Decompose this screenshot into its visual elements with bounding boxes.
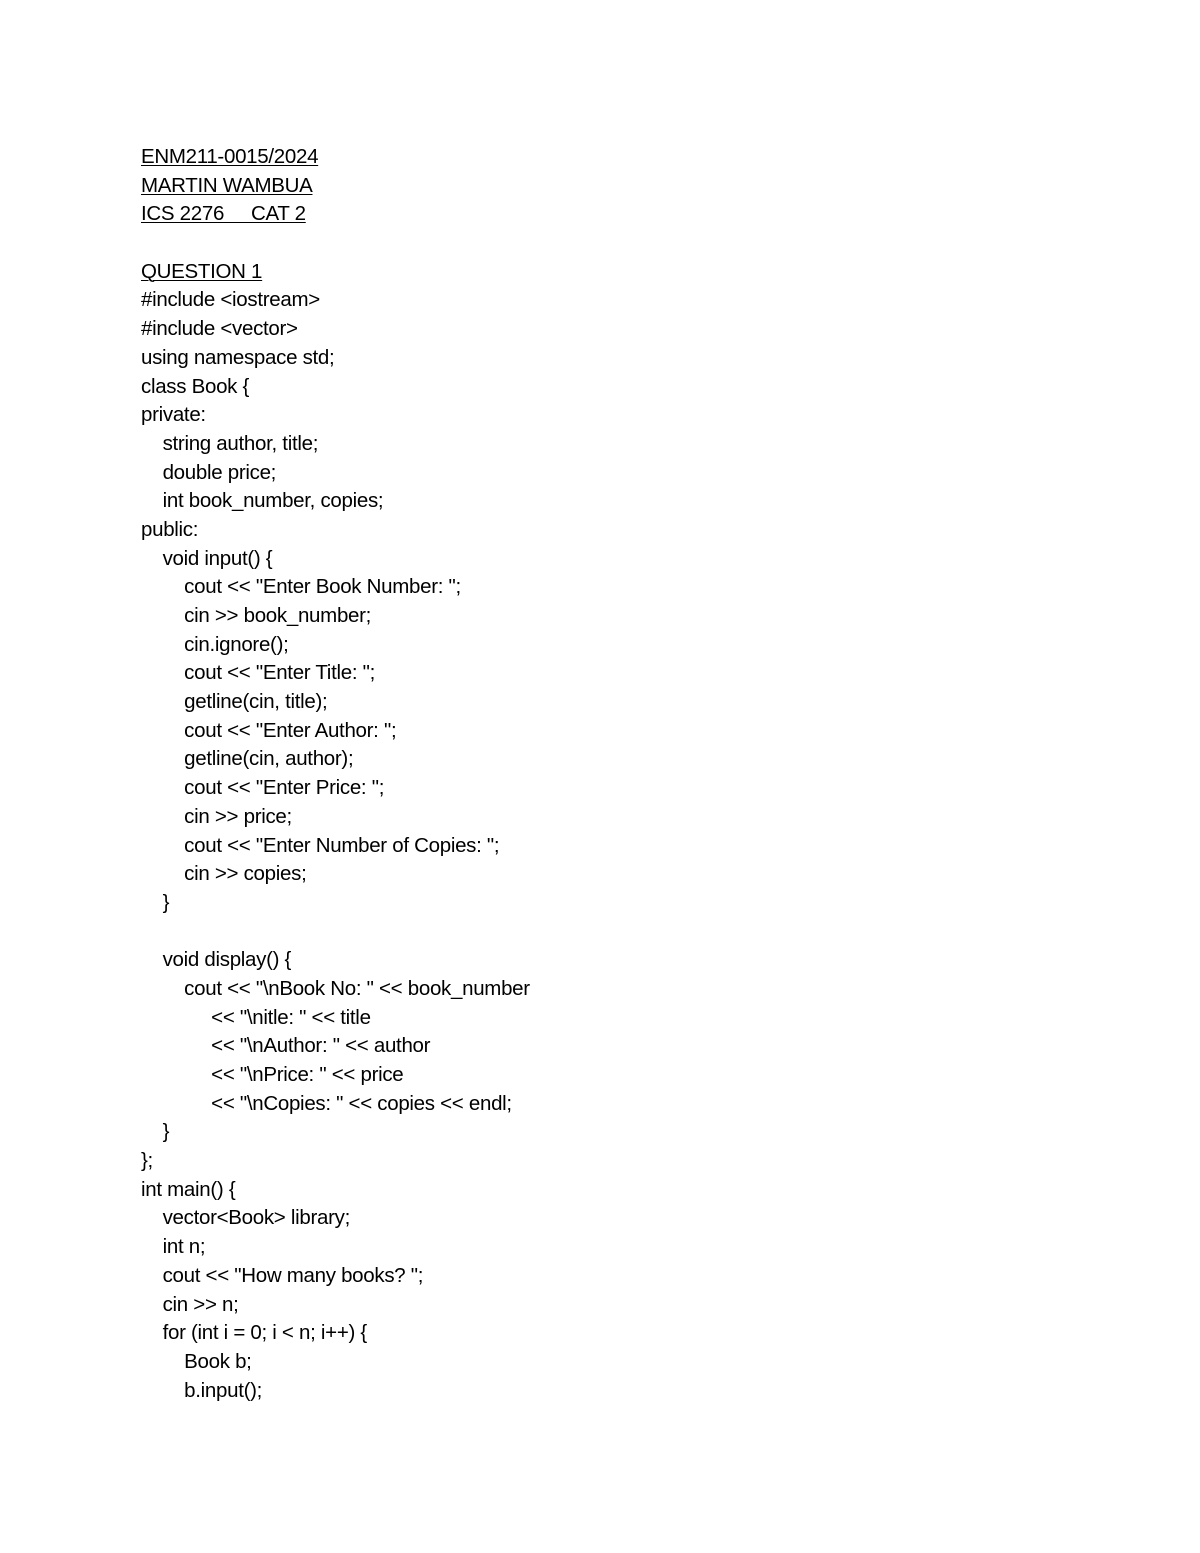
code-line: public: bbox=[141, 517, 199, 541]
code-line: cout << "Enter Number of Copies: "; bbox=[141, 833, 500, 857]
code-line: cout << "Enter Book Number: "; bbox=[141, 575, 461, 599]
code-line: vector<Book> library; bbox=[141, 1206, 350, 1230]
code-line: }; bbox=[141, 1149, 153, 1173]
code-line: string author, title; bbox=[141, 431, 319, 455]
registration-number: ENM211-0015/2024 bbox=[141, 145, 319, 168]
code-line: int n; bbox=[141, 1235, 206, 1259]
code-line: << "\nPrice: " << price bbox=[141, 1063, 404, 1086]
code-line: } bbox=[141, 890, 170, 914]
code-line: void input() { bbox=[141, 546, 273, 570]
code-line: getline(cin, title); bbox=[141, 690, 328, 714]
spacer bbox=[141, 229, 1141, 258]
course-code: ICS 2276 CAT 2 bbox=[141, 202, 306, 226]
code-line: int main() { bbox=[141, 1177, 236, 1201]
code-line: << "\nCopies: " << copies << endl; bbox=[141, 1091, 512, 1115]
code-line: cin >> copies; bbox=[141, 862, 307, 886]
code-line: cin >> book_number; bbox=[141, 604, 372, 627]
code-block bbox=[141, 286, 1141, 1405]
code-line: cout << "How many books? "; bbox=[141, 1263, 424, 1287]
code-line: using namespace std; bbox=[141, 345, 335, 369]
code-line: Book b; bbox=[141, 1349, 252, 1373]
code-line bbox=[141, 918, 1141, 947]
code-line: << "\nAuthor: " << author bbox=[141, 1034, 431, 1058]
code-line: cin >> price; bbox=[141, 804, 292, 828]
code-line: int book_number, copies; bbox=[141, 489, 384, 513]
code-line: cout << "Enter Author: "; bbox=[141, 718, 397, 742]
document-content bbox=[141, 143, 1141, 1405]
code-line: cout << "Enter Title: "; bbox=[141, 661, 375, 685]
code-line: void display() { bbox=[141, 948, 292, 972]
code-line: cout << "\nBook No: " << book_number bbox=[141, 976, 530, 1000]
code-line: class Book { bbox=[141, 374, 250, 398]
code-line: << "\nitle: " << title bbox=[141, 1005, 371, 1029]
code-line: } bbox=[141, 1120, 170, 1144]
code-line: b.input(); bbox=[141, 1378, 263, 1402]
code-line: cout << "Enter Price: "; bbox=[141, 776, 385, 800]
code-line: for (int i = 0; i < n; i++) { bbox=[141, 1321, 367, 1345]
code-line: #include <iostream> bbox=[141, 288, 320, 312]
code-line: double price; bbox=[141, 460, 277, 484]
question-title: QUESTION 1 bbox=[141, 259, 263, 283]
student-name: MARTIN WAMBUA bbox=[141, 173, 313, 197]
code-line: private: bbox=[141, 403, 206, 427]
code-line: cin.ignore(); bbox=[141, 632, 289, 656]
code-line: getline(cin, author); bbox=[141, 747, 354, 771]
code-line: #include <vector> bbox=[141, 317, 298, 341]
code-line: cin >> n; bbox=[141, 1292, 239, 1316]
